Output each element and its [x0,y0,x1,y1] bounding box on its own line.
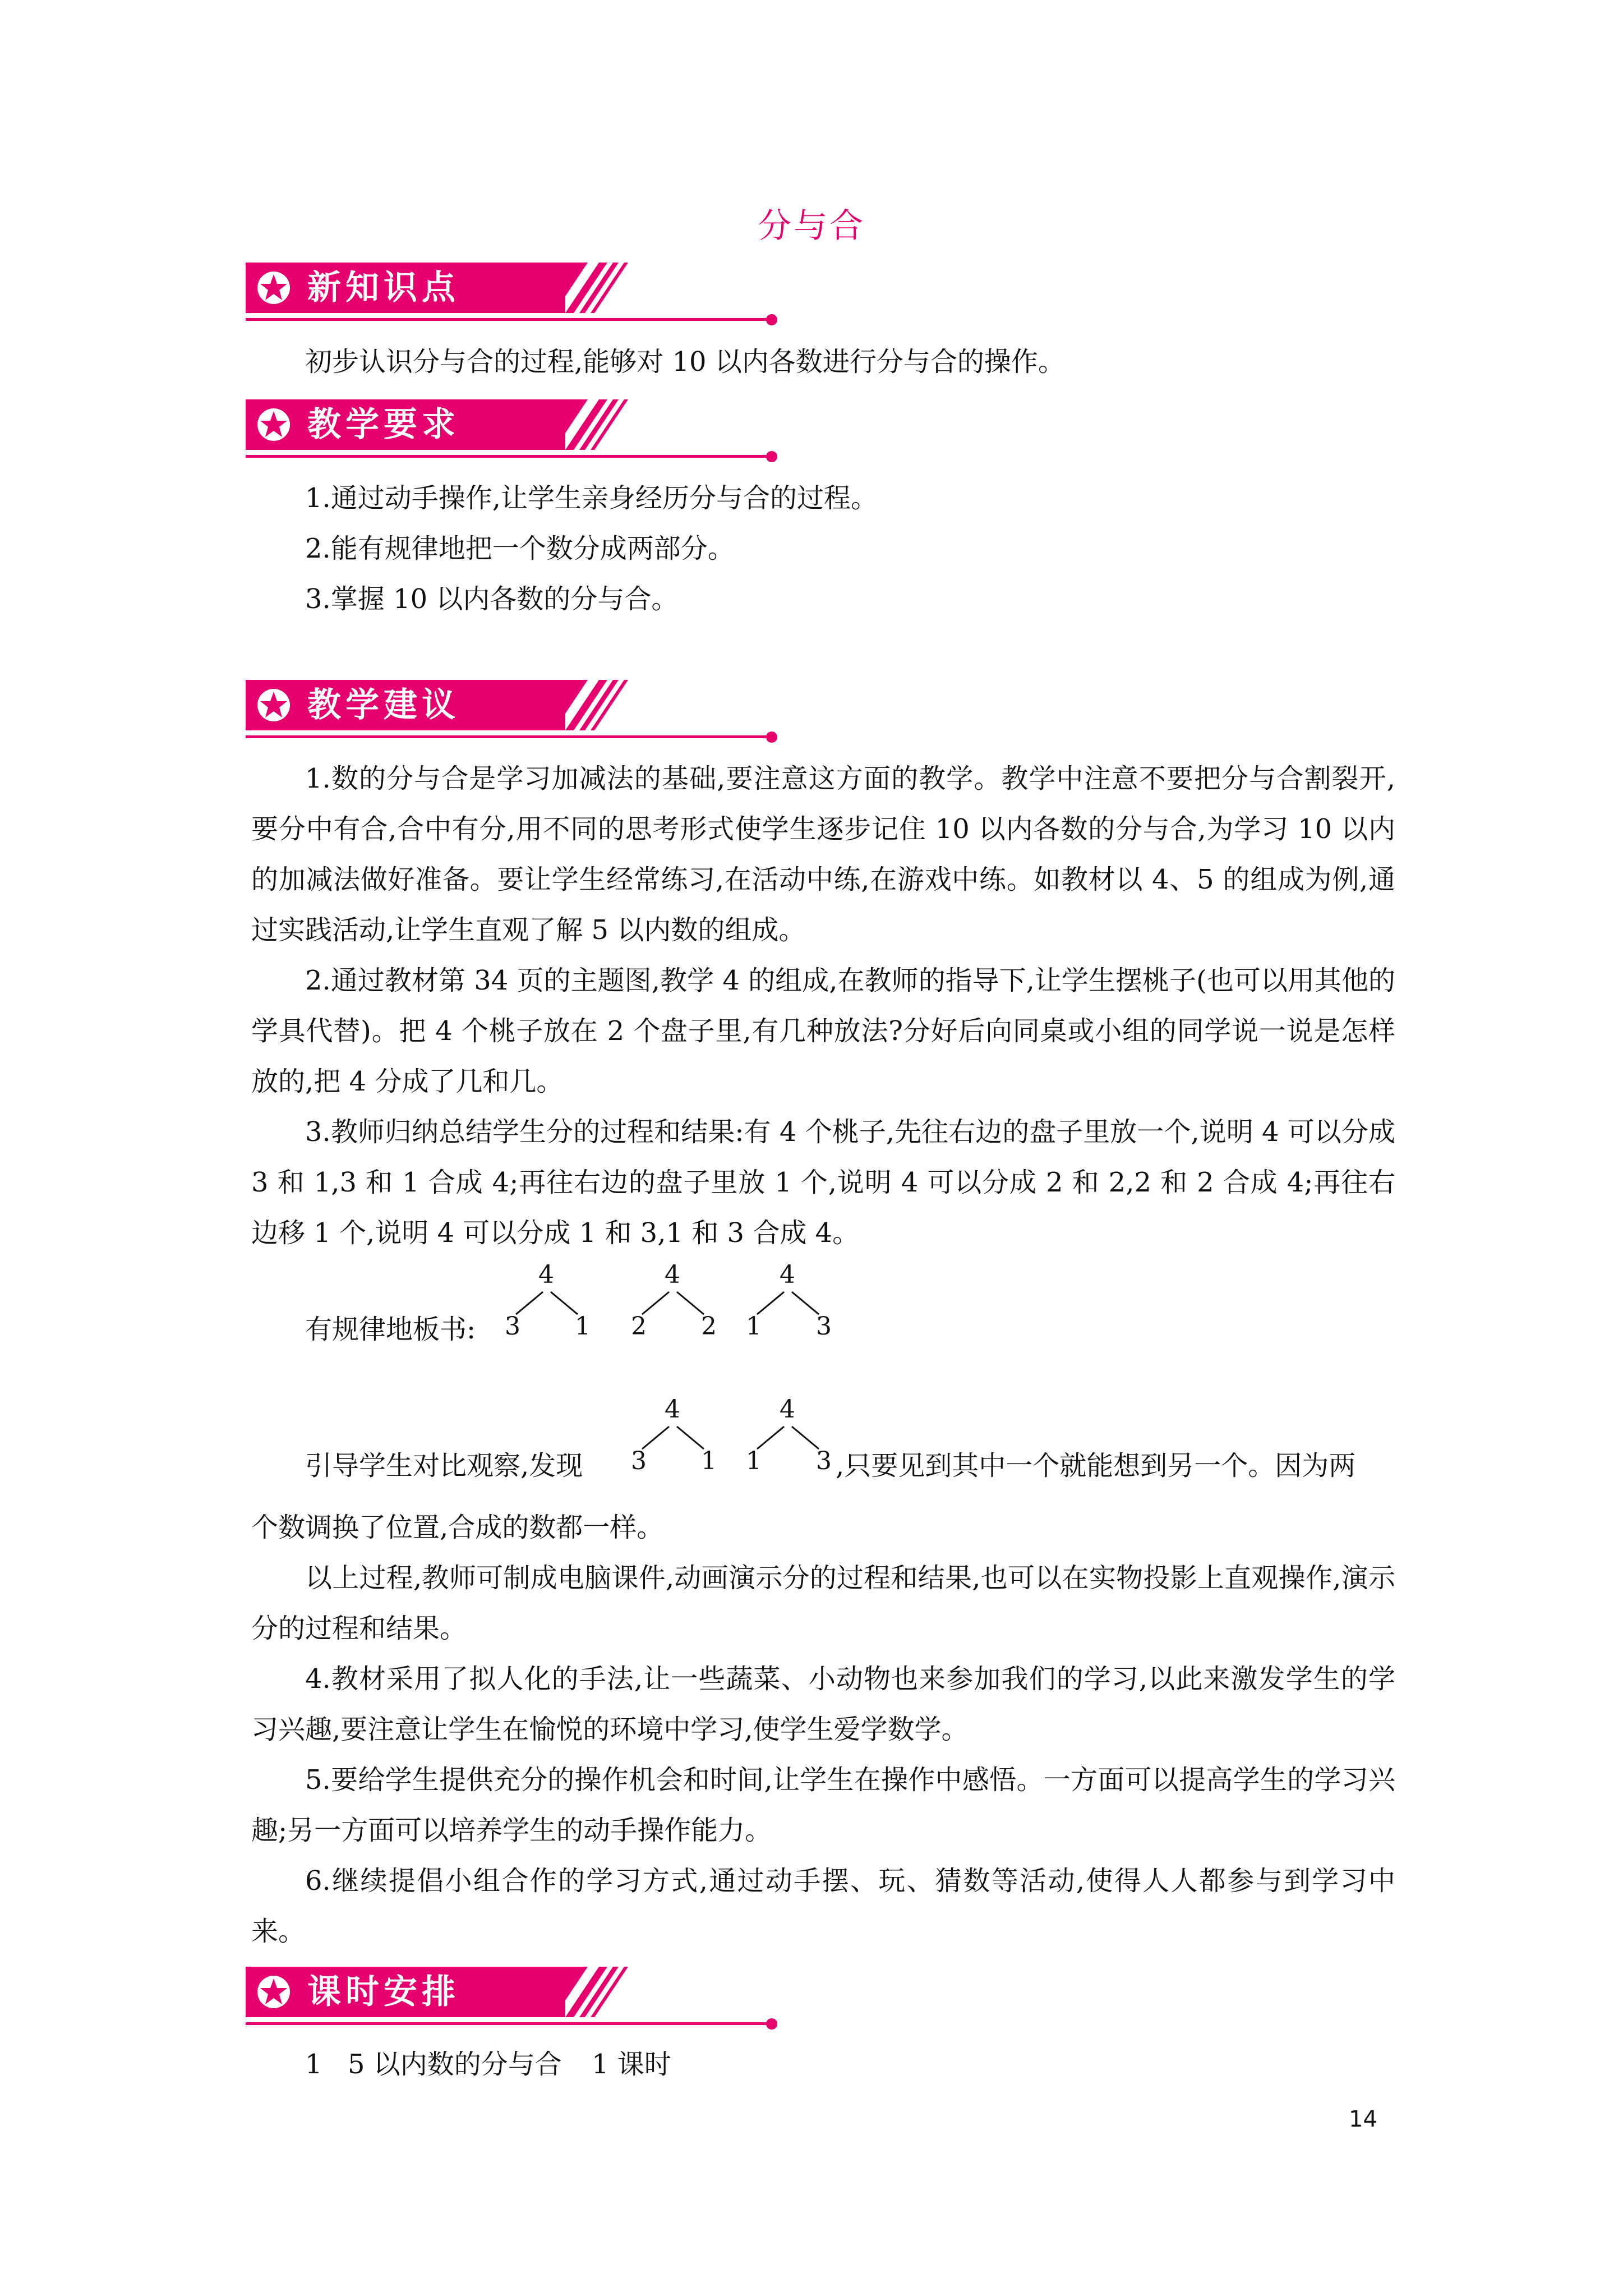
tree-top-number: 4 [665,1395,680,1424]
tree-top-number: 4 [780,1395,795,1424]
stripes-decoration [554,263,655,313]
tree-right-number: 3 [816,1447,832,1475]
tree-top-number: 4 [538,1260,554,1289]
tree-left-number: 1 [746,1312,762,1341]
section-header-suggestions [246,680,778,742]
tree-top-number: 4 [780,1260,795,1289]
suggestion-paragraph-6: 5.要给学生提供充分的操作机会和时间,让学生在操作中感悟。一方面可以提高学生的学习兴趣;另一方面可以培养学生的动手操作能力。 [251,1764,1395,1846]
header-underline-dot [766,731,777,743]
tree-left-number: 3 [631,1447,647,1475]
schedule-hours: 1 课时 [592,2049,671,2080]
header-underline-dot [766,2018,777,2030]
stripes-decoration [554,1967,655,2017]
tree-left-number: 2 [631,1312,647,1341]
number-tree [620,1261,726,1345]
suggestion-paragraph-2: 2.通过教材第 34 页的主题图,教学 4 的组成,在教师的指导下,让学生摆桃子(也可以用其他的学具代替)。把 4 个桃子放在 2 个盘子里,有几种放法?分好后向同桌或小组的同学说一说是怎样放的,把 4 分成了几和几。 [251,965,1395,1097]
star-icon [257,1975,291,2009]
compare-suffix: ,只要见到其中一个就能想到另一个。因为两 [836,1450,1356,1481]
header-underline [246,318,773,321]
section-header-requirements [246,399,778,461]
stripes-decoration [554,399,655,450]
section-heading: 新知识点 [307,268,460,307]
number-tree [735,1261,841,1345]
compare-continuation: 个数调换了位置,合成的数都一样。 [251,1512,664,1543]
suggestion-paragraph-7: 6.继续提倡小组合作的学习方式,通过动手摆、玩、猜数等活动,使得人人都参与到学习中来。 [251,1865,1395,1947]
number-tree [735,1396,841,1480]
section-heading: 教学要求 [307,405,460,444]
tree-right-number: 3 [816,1312,832,1341]
tree-left-number: 1 [746,1447,762,1475]
number-tree [620,1396,726,1480]
section-header-schedule [246,1967,778,2028]
new-knowledge-text: 初步认识分与合的过程,能够对 10 以内各数进行分与合的操作。 [305,346,1065,378]
header-underline [246,735,773,738]
tree-right-number: 2 [701,1312,717,1341]
page-title: 分与合 [758,206,865,246]
header-underline-dot [766,314,777,325]
star-icon [257,688,291,722]
tree-top-number: 4 [665,1260,680,1289]
page-number: 14 [1349,2106,1377,2132]
star-icon [257,271,291,305]
header-underline [246,455,773,458]
schedule-number: 1 [305,2049,322,2080]
suggestion-paragraph-4: 以上过程,教师可制成电脑课件,动画演示分的过程和结果,也可以在实物投影上直观操作,演示分的过程和结果。 [251,1562,1395,1644]
requirement-item: 2.能有规律地把一个数分成两部分。 [305,533,735,564]
compare-prefix: 引导学生对比观察,发现 [305,1450,583,1481]
header-underline-dot [766,451,777,462]
number-tree [494,1261,600,1345]
star-icon [257,408,291,441]
section-heading: 教学建议 [307,685,460,725]
tree-left-number: 3 [505,1312,520,1341]
stripes-decoration [554,680,655,730]
tree-right-number: 1 [575,1312,591,1341]
schedule-topic: 5 以内数的分与合 [348,2049,562,2080]
tree-right-number: 1 [701,1447,717,1475]
requirement-item: 3.掌握 10 以内各数的分与合。 [305,583,679,615]
header-underline [246,2022,773,2025]
section-heading: 课时安排 [307,1972,460,2012]
section-header-new-knowledge [246,263,778,324]
board-label: 有规律地板书: [305,1314,476,1345]
suggestion-paragraph-1: 1.数的分与合是学习加减法的基础,要注意这方面的教学。教学中注意不要把分与合割裂开,要分中有合,合中有分,用不同的思考形式使学生逐步记住 10 以内各数的分与合,为学习 10 以内的加减法做好准备。要让学生经常练习,在活动中练,在游戏中练。如教材以 4、5 的组成为例,通过实践活动,让学生直观了解 5 以内数的组成。 [251,763,1395,946]
suggestion-paragraph-3: 3.教师归纳总结学生分的过程和结果:有 4 个桃子,先往右边的盘子里放一个,说明 4 可以分成 3 和 1,3 和 1 合成 4;再往右边的盘子里放 1 个,说明 4 可以分成 2 和 2,2 和 2 合成 4;再往右边移 1 个,说明 4 可以分成 1 和 3,1 和 3 合成 4。 [251,1116,1395,1249]
requirement-item: 1.通过动手操作,让学生亲身经历分与合的过程。 [305,482,878,514]
suggestion-paragraph-5: 4.教材采用了拟人化的手法,让一些蔬菜、小动物也来参加我们的学习,以此来激发学生的学习兴趣,要注意让学生在愉悦的环境中学习,使学生爱学数学。 [251,1663,1395,1745]
